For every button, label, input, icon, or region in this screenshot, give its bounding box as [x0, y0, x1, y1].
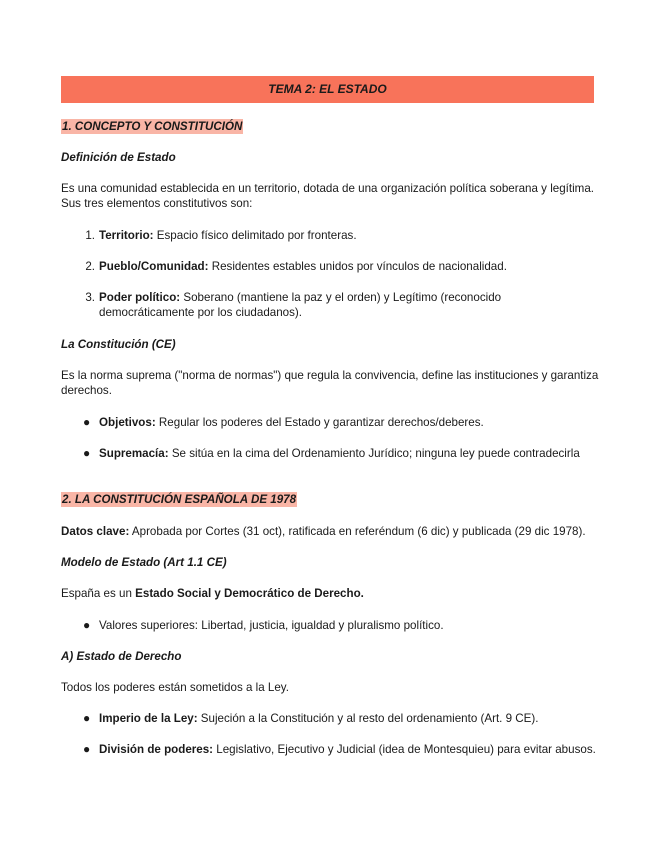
term-description: Regular los poderes del Estado y garantizar derechos/deberes.	[155, 416, 484, 429]
document-title-bar	[61, 76, 594, 103]
state-model-heading: Modelo de Estado (Art 1.1 CE)	[61, 556, 227, 569]
term: Imperio de la Ley:	[99, 712, 198, 725]
section-2-heading: 2. LA CONSTITUCIÓN ESPAÑOLA DE 1978	[62, 493, 297, 506]
term: Datos clave:	[61, 525, 130, 538]
bullet-icon: ●	[83, 742, 91, 756]
term-description: Legislativo, Ejecutivo y Judicial (idea de Montesquieu) para evitar abusos.	[213, 743, 596, 756]
term-description: Sujeción a la Constitución y al resto del ordenamiento (Art. 9 CE).	[197, 712, 539, 725]
section-1-heading: 1. CONCEPTO Y CONSTITUCIÓN	[62, 120, 243, 133]
bullet-icon: ●	[83, 415, 91, 429]
constitution-heading: La Constitución (CE)	[61, 338, 176, 351]
term: Supremacía:	[99, 447, 169, 460]
bullet-icon: ●	[83, 711, 91, 725]
list-number: 3.	[85, 291, 95, 304]
term: Poder político:	[99, 291, 181, 304]
key-data-paragraph	[61, 524, 601, 539]
term-description: Soberano (mantiene la paz y el orden) y Legítimo (reconocido democráticamente por los ciudadanos).	[99, 291, 502, 319]
term-description: Se sitúa en la cima del Ordenamiento Jurídico; ninguna ley puede contradecirla	[168, 447, 580, 460]
term: División de poderes:	[99, 743, 214, 756]
term-description: Aprobada por Cortes (31 oct), ratificada en referéndum (6 dic) y publicada (29 dic 1978).	[129, 525, 586, 538]
bullet-icon: ●	[83, 618, 91, 632]
constitution-paragraph: Es la norma suprema ("norma de normas") que regula la convivencia, define las instituciones y garantiza derechos.	[61, 369, 599, 397]
state-model-paragraph: España es un Estado Social y Democrático de Derecho.	[61, 587, 364, 600]
superior-values: Valores superiores: Libertad, justicia, igualdad y pluralismo político.	[99, 619, 444, 632]
rule-of-law-heading: A) Estado de Derecho	[61, 650, 182, 663]
definition-heading: Definición de Estado	[61, 151, 176, 164]
list-number: 1.	[85, 229, 95, 242]
document-title: TEMA 2: EL ESTADO	[268, 82, 387, 96]
state-model-bold: Estado Social y Democrático de Derecho.	[135, 587, 364, 600]
bullet-icon: ●	[83, 446, 91, 460]
definition-paragraph: Es una comunidad establecida en un territorio, dotada de una organización política soberana y legítima. Sus tres elementos constitutivos son:	[61, 182, 595, 210]
term: Objetivos:	[99, 416, 156, 429]
list-number: 2.	[85, 260, 95, 273]
term: Pueblo/Comunidad:	[99, 260, 209, 273]
term-description: Residentes estables unidos por vínculos de nacionalidad.	[208, 260, 507, 273]
rule-of-law-paragraph: Todos los poderes están sometidos a la Ley.	[61, 681, 289, 694]
term-description: Espacio físico delimitado por fronteras.	[153, 229, 357, 242]
term: Territorio:	[99, 229, 154, 242]
